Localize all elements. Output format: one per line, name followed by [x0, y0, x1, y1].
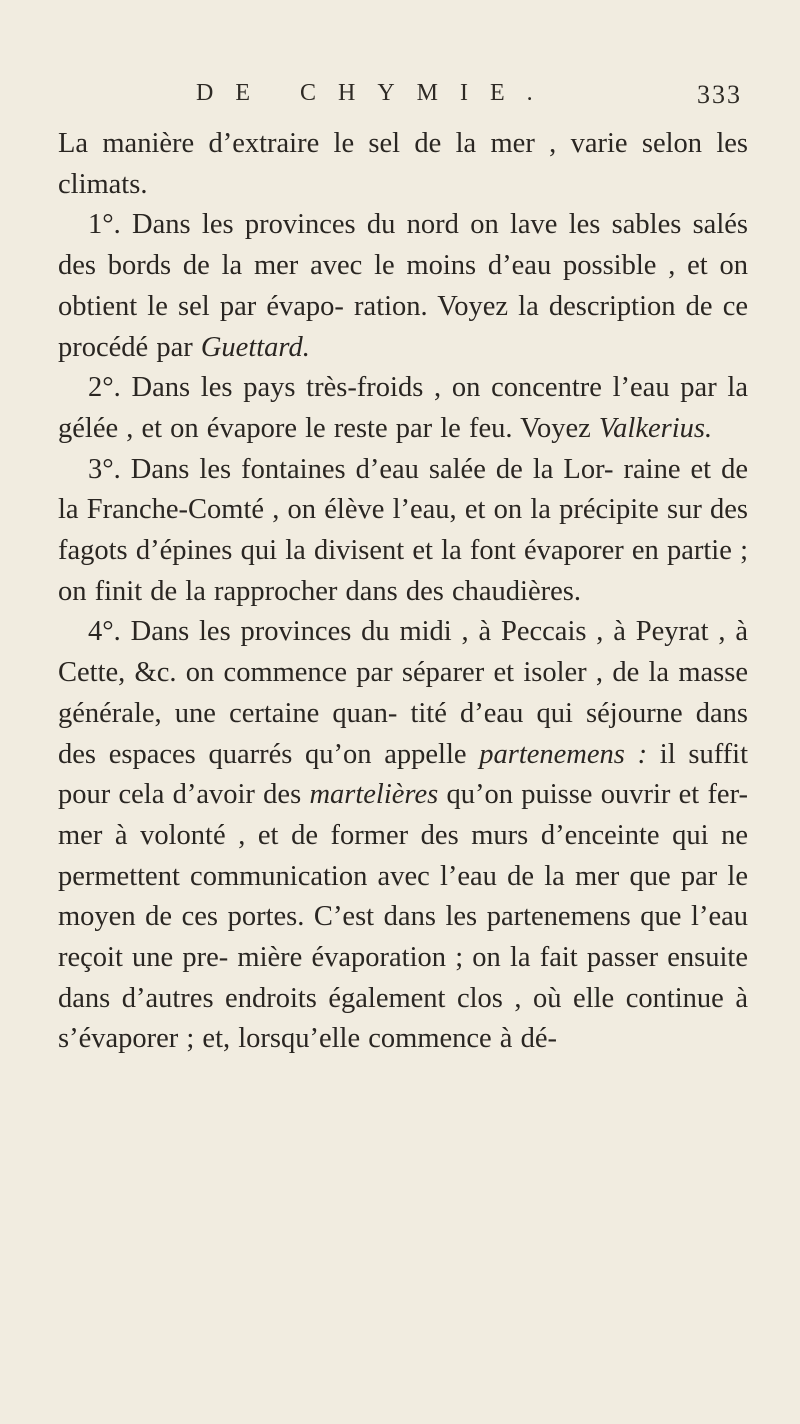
paragraph-3: 3°. Dans les fontaines d’eau salée de la Lor- raine et de la Franche-Comté , on élève l’eau, et on la précipite sur des fagots d’épines qui la divisent et la font évaporer en partie ; on finit de la rapprocher dans des chaudières.	[58, 453, 748, 607]
running-head	[58, 80, 748, 120]
paragraph-2-text: 2°. Dans les pays très-froids , on concentre l’eau par la gélée , et on évapore le reste par le feu. Voyez	[58, 372, 748, 444]
author-reference-guettard: Guettard.	[200, 331, 310, 363]
body-text	[58, 124, 748, 1060]
term-martelieres: martelières	[309, 779, 439, 811]
page-number: 333	[697, 80, 742, 109]
paragraph-1	[58, 205, 748, 368]
paragraph-4-text-a: 4°. Dans les provinces du midi , à Peccais , à Peyrat , à Cette, &c. on commence par séparer et isoler , de la masse générale, une certaine quan- tité d’eau qui séjourne dans des espaces quarrés qu’on appelle	[58, 616, 748, 770]
running-title: DE CHYMIE.	[196, 80, 555, 106]
paragraph-intro: La manière d’extraire le sel de la mer , varie selon les climats.	[58, 128, 748, 200]
paragraph-1-text: 1°. Dans les provinces du nord on lave les sables salés des bords de la mer avec le moins d’eau possible , et on obtient le sel par évapo- ration. Voyez la description de ce procédé par	[58, 209, 748, 363]
author-reference-valkerius: Valkerius.	[598, 412, 713, 444]
paragraph-2	[58, 368, 748, 449]
term-partenemens: partenemens :	[479, 738, 648, 770]
paragraph-4	[58, 612, 748, 1060]
paragraph-4-text-c: qu’on puisse ouvrir et fer- mer à volonté , et de former des murs d’enceinte qui ne permettent communication avec l’eau de la mer que par le moyen de ces portes. C’est dans les partenemens que l’eau reçoit une pre- mière évaporation ; on la fait passer ensuite dans d’autres endroits également clos , où elle continue à s’évaporer ; et, lorsqu’elle commence à dé-	[58, 779, 748, 1055]
paragraph-4-text-b: il suffit pour cela d’avoir des	[58, 738, 749, 811]
